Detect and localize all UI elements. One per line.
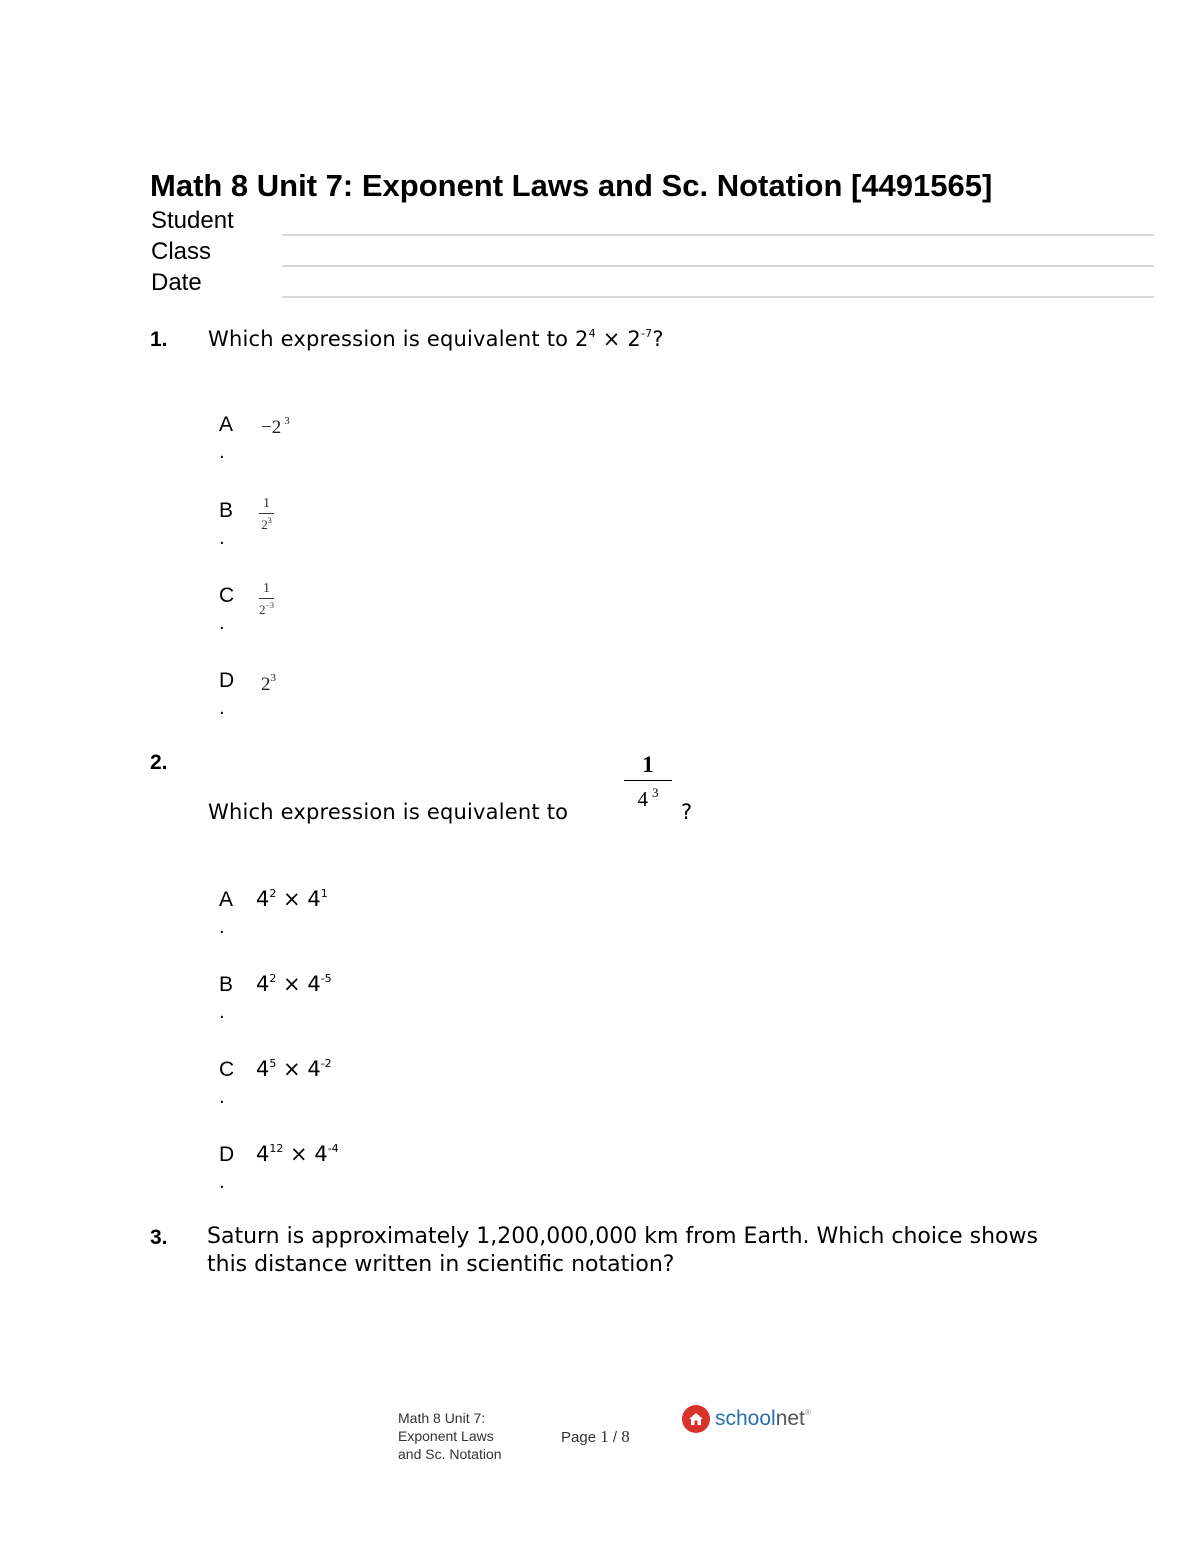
option-letter: D — [219, 1143, 235, 1166]
option-dot: . — [219, 698, 225, 719]
class-label: Class — [151, 238, 212, 265]
option-a-answer[interactable]: −2 $^3$ — [261, 415, 290, 438]
date-label: Date — [151, 269, 202, 296]
option-letter: A — [219, 413, 234, 436]
option-b-answer[interactable]: $4^2 \times 4^{-5}$ — [256, 972, 332, 996]
option-letter: C — [219, 1058, 235, 1081]
option-letter: B — [219, 499, 234, 522]
question-number: 1. — [150, 328, 168, 351]
question-mark: ? — [681, 800, 693, 824]
option-letter: B — [219, 973, 234, 996]
date-field[interactable] — [282, 296, 1154, 298]
option-a-answer[interactable]: $4^2 \times 4^1$ — [256, 887, 328, 911]
option-letter: C — [219, 584, 235, 607]
option-c-answer[interactable]: $\frac{1}{2^{-3}}$ — [259, 581, 275, 617]
option-dot: . — [219, 442, 225, 463]
option-letter: A — [219, 888, 234, 911]
page-indicator: Page 1 / 8 — [561, 1427, 630, 1446]
schoolnet-logo: schoolnet® — [682, 1405, 811, 1433]
option-dot: . — [219, 1002, 225, 1023]
question-number: 3. — [150, 1226, 168, 1249]
option-dot: . — [219, 917, 225, 938]
student-label: Student — [151, 207, 234, 234]
question-text: Which expression is equivalent to — [208, 800, 569, 824]
option-d-answer[interactable]: $4^{12} \times 4^{-4}$ — [256, 1142, 339, 1166]
option-dot: . — [219, 528, 225, 549]
option-d-answer[interactable]: $2^3$ — [261, 672, 276, 695]
question-text: Which expression is equivalent to $2^4 \times 2^{-7}$? — [208, 327, 664, 351]
footer-doc-title: Math 8 Unit 7: Exponent Laws and Sc. Notation — [398, 1410, 502, 1462]
question-text: Saturn is approximately 1,200,000,000 km from Earth. Which choice shows this distance written in scientific notation? — [207, 1224, 1038, 1277]
option-c-answer[interactable]: $4^5 \times 4^{-2}$ — [256, 1057, 332, 1081]
question-fraction: $\frac{1}{4 ^3}$ — [624, 752, 672, 812]
student-field[interactable] — [282, 234, 1154, 236]
page-title: Math 8 Unit 7: Exponent Laws and Sc. Notation [4491565] — [150, 168, 993, 203]
option-b-answer[interactable]: $\frac{1}{2^3}$ — [259, 496, 274, 533]
option-dot: . — [219, 613, 225, 634]
option-dot: . — [219, 1172, 225, 1193]
option-letter: D — [219, 669, 235, 692]
house-icon — [682, 1405, 710, 1433]
question-number: 2. — [150, 751, 168, 774]
class-field[interactable] — [282, 265, 1154, 267]
option-dot: . — [219, 1087, 225, 1108]
